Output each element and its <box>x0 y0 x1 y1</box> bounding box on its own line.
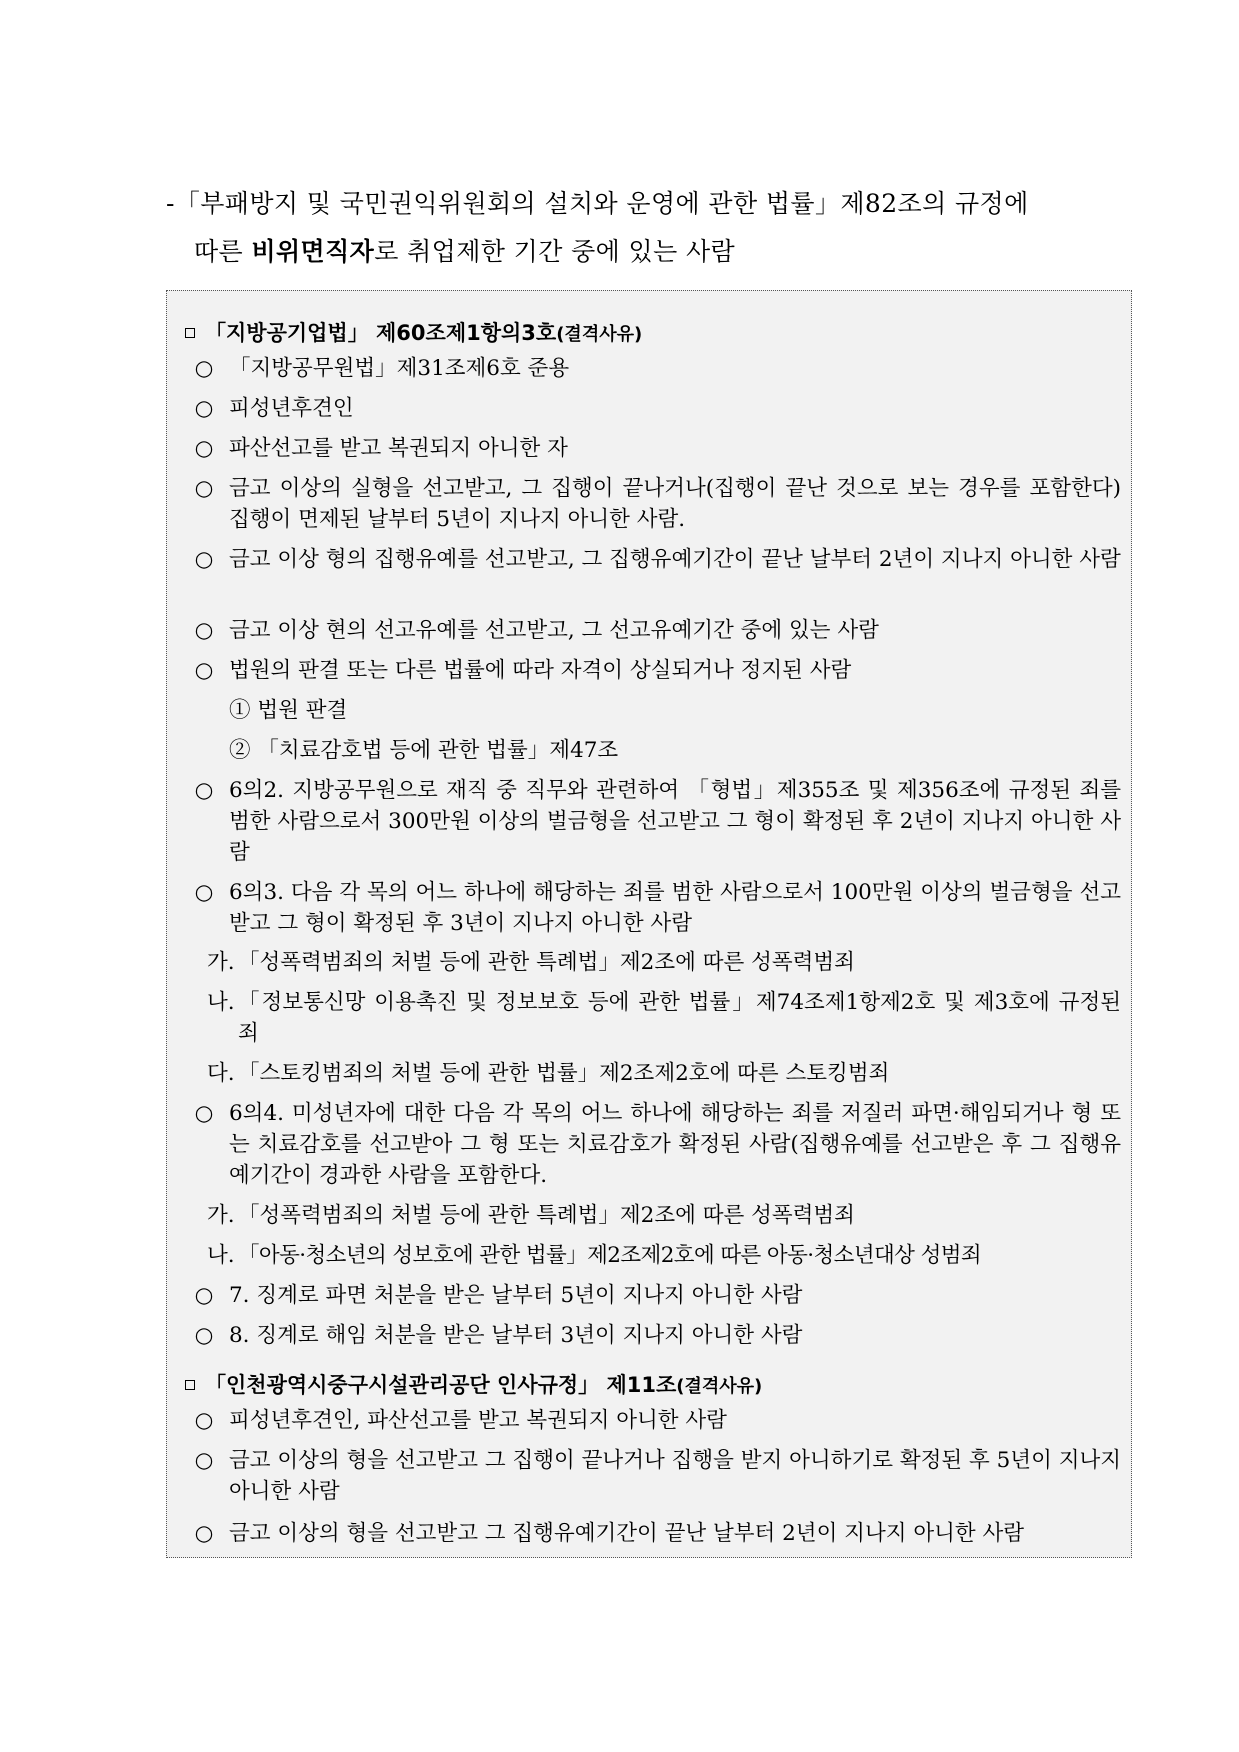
list-item-6-3 <box>193 877 1121 939</box>
circled-sub-item: ① 법원 판결 <box>229 698 348 723</box>
section-1-heading <box>185 317 642 347</box>
circle-bullet-icon: ○ <box>194 778 214 803</box>
square-bullet-icon <box>185 1380 195 1390</box>
circle-bullet-icon: ○ <box>194 618 214 643</box>
sub-item-label: 가. <box>207 950 235 975</box>
list-item-text: 6의2. 지방공무원으로 재직 중 직무와 관련하여 「형법」제355조 및 제356조에 규정된 죄를 범한 사람으로서 300만원 이상의 벌금형을 선고받고 그 형이 확정된 후 2년이 지나지 아니한 사람 <box>229 778 1121 865</box>
square-bullet-icon <box>185 328 195 338</box>
list-item <box>193 393 1121 424</box>
circle-bullet-icon: ○ <box>194 396 214 421</box>
circle-bullet-icon: ○ <box>194 1448 214 1473</box>
circle-bullet-icon: ○ <box>194 547 214 572</box>
sub-item-text: 「성폭력범죄의 처벌 등에 관한 특례법」제2조에 따른 성폭력범죄 <box>238 950 855 975</box>
list-item-6-2 <box>193 775 1121 868</box>
list-item-text: 금고 이상 현의 선고유예를 선고받고, 그 선고유예기간 중에 있는 사람 <box>229 618 879 643</box>
sub-item-6-3-na <box>207 987 1121 1049</box>
sub-item-label: 가. <box>207 1203 235 1228</box>
list-item <box>193 615 1121 646</box>
list-item-text: 금고 이상의 실형을 선고받고, 그 집행이 끝나거나(집행이 끝난 것으로 보는 경우를 포함한다) 집행이 면제된 날부터 5년이 지나지 아니한 사람. <box>229 476 1121 532</box>
list-item-text: 「지방공무원법」제31조제6호 준용 <box>229 356 570 381</box>
list-item <box>193 473 1121 535</box>
list-item-6-4 <box>193 1098 1121 1191</box>
sub-item-6-4-na <box>207 1240 1121 1271</box>
circle-bullet-icon: ○ <box>194 880 214 905</box>
list-item <box>193 1518 1121 1549</box>
sub-item-6-3-da <box>207 1058 1121 1089</box>
list-item-text: 금고 이상의 형을 선고받고 그 집행유예기간이 끝난 날부터 2년이 지나지 아니한 사람 <box>229 1521 1025 1546</box>
list-item-text: 금고 이상 형의 집행유예를 선고받고, 그 집행유예기간이 끝난 날부터 2년이 지나지 아니한 사람 <box>229 547 1121 572</box>
sub-item-text: 「정보통신망 이용촉진 및 정보보호 등에 관한 법률」제74조제1항제2호 및 제3호에 규정된 죄 <box>238 990 1121 1046</box>
list-item-text: 8. 징계로 해임 처분을 받은 날부터 3년이 지나지 아니한 사람 <box>229 1323 803 1348</box>
intro-line-2 <box>166 228 1156 276</box>
circle-bullet-icon: ○ <box>194 1521 214 1546</box>
sub-item-text: 「성폭력범죄의 처벌 등에 관한 특례법」제2조에 따른 성폭력범죄 <box>238 1203 855 1228</box>
section-1-title: 「지방공기업법」 제60조제1항의3호 <box>205 321 557 345</box>
circle-bullet-icon: ○ <box>194 436 214 461</box>
circled-sub-item: ② 「치료감호법 등에 관한 법률」제47조 <box>229 738 619 763</box>
sub-item-6-4-ga <box>207 1200 1121 1231</box>
list-item <box>193 353 1121 384</box>
list-item <box>193 1405 1121 1436</box>
list-item <box>193 655 1121 686</box>
list-item-text: 피성년후견인, 파산선고를 받고 복권되지 아니한 사람 <box>229 1408 727 1433</box>
section-2-heading <box>185 1369 762 1399</box>
list-item <box>193 1445 1121 1507</box>
sub-item-text: 「스토킹범죄의 처벌 등에 관한 법률」제2조제2호에 따른 스토킹범죄 <box>238 1061 890 1086</box>
sub-item-label: 나. <box>207 1243 235 1268</box>
intro-line-2-after: 로 취업제한 기간 중에 있는 사람 <box>374 237 736 266</box>
list-item-7 <box>193 1280 1121 1311</box>
list-item-8 <box>193 1320 1121 1351</box>
list-item-text: 법원의 판결 또는 다른 법률에 따라 자격이 상실되거나 정지된 사람 <box>229 658 852 683</box>
circle-bullet-icon: ○ <box>194 1408 214 1433</box>
list-item-text: 금고 이상의 형을 선고받고 그 집행이 끝나거나 집행을 받지 아니하기로 확정된 후 5년이 지나지 아니한 사람 <box>229 1448 1121 1504</box>
circle-bullet-icon: ○ <box>194 1283 214 1308</box>
sub-item-label: 다. <box>207 1061 235 1086</box>
list-item-text: 6의3. 다음 각 목의 어느 하나에 해당하는 죄를 범한 사람으로서 100만원 이상의 벌금형을 선고받고 그 형이 확정된 후 3년이 지나지 아니한 사람 <box>229 880 1121 936</box>
list-item <box>193 544 1121 575</box>
sub-item-text: 「아동·청소년의 성보호에 관한 법률」제2조제2호에 따른 아동·청소년대상 성범죄 <box>238 1243 982 1268</box>
disqualification-box <box>166 290 1132 1558</box>
section-2-title-suffix: (결격사유) <box>676 1376 763 1397</box>
circle-bullet-icon: ○ <box>194 1101 214 1126</box>
intro-bold-term: 비위면직자 <box>251 237 375 266</box>
list-item-text: 피성년후견인 <box>229 396 354 421</box>
intro-paragraph <box>166 180 1156 276</box>
list-item-text: 파산선고를 받고 복권되지 아니한 자 <box>229 436 568 461</box>
sub-item-6-3-ga <box>207 947 1121 978</box>
circle-bullet-icon: ○ <box>194 1323 214 1348</box>
circle-bullet-icon: ○ <box>194 356 214 381</box>
list-item-text: 6의4. 미성년자에 대한 다음 각 목의 어느 하나에 해당하는 죄를 저질러 파면·해임되거나 형 또는 치료감호를 선고받아 그 형 또는 치료감호가 확정된 사람(집행유예를 선고받은 후 그 집행유예기간이 경과한 사람을 포함한다. <box>229 1101 1121 1188</box>
list-item-text: 7. 징계로 파면 처분을 받은 날부터 5년이 지나지 아니한 사람 <box>229 1283 803 1308</box>
intro-line-2-before: 따른 <box>194 237 252 266</box>
list-item <box>193 433 1121 464</box>
section-1-title-suffix: (결격사유) <box>556 324 643 345</box>
section-2-title: 「인천광역시중구시설관리공단 인사규정」 제11조 <box>205 1373 677 1397</box>
intro-line-1: -「부패방지 및 국민권익위원회의 설치와 운영에 관한 법률」제82조의 규정에 <box>166 189 1029 218</box>
circle-bullet-icon: ○ <box>194 658 214 683</box>
circle-bullet-icon: ○ <box>194 476 214 501</box>
sub-item-label: 나. <box>207 990 235 1015</box>
